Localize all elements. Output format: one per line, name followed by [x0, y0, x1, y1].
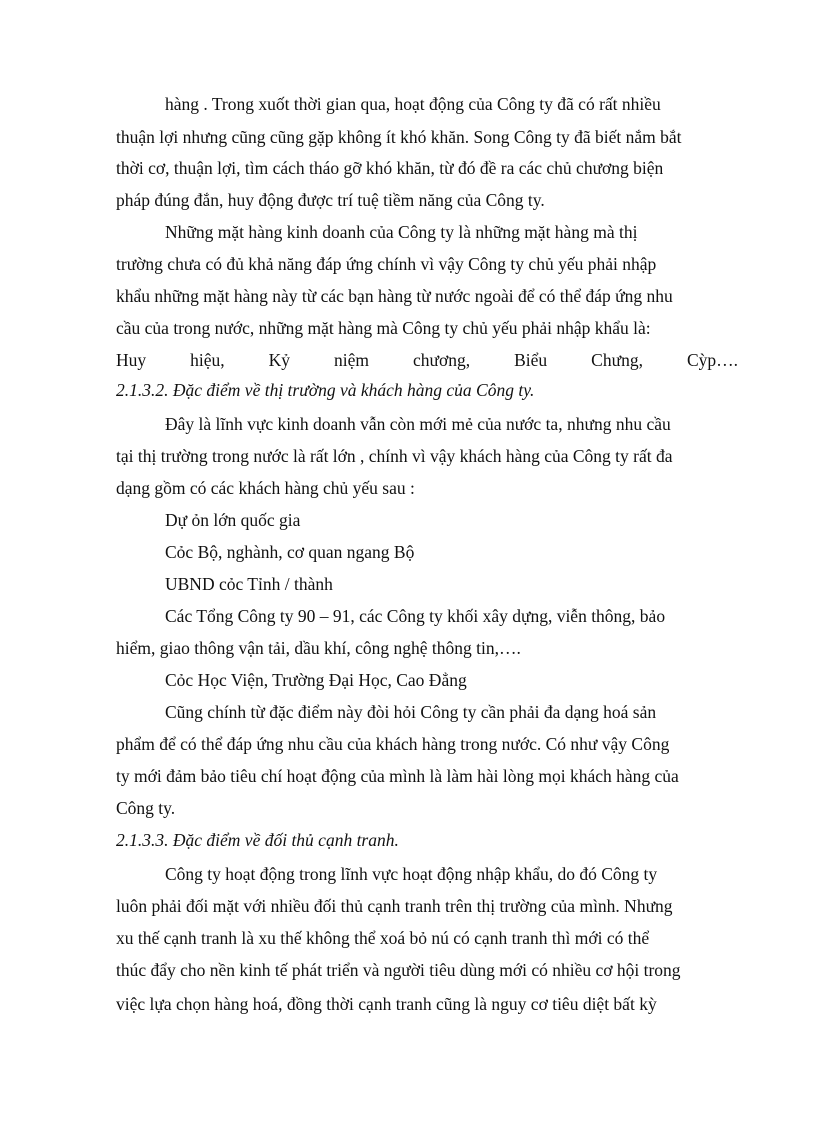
body-text-line: trường chưa có đủ khả năng đáp ứng chính vì vậy Công ty chủ yếu phải nhập — [116, 254, 657, 274]
body-text-line: Đây là lĩnh vực kinh doanh vẫn còn mới mẻ của nước ta, nhưng nhu cầu — [165, 414, 671, 434]
customer-item: Cỏc Bộ, nghành, cơ quan ngang Bộ — [165, 542, 415, 562]
body-text-line: Công ty. — [116, 798, 176, 818]
product-word: Kỷ — [268, 350, 291, 370]
customer-item: Các Tổng Công ty 90 – 91, các Công ty khối xây dựng, viễn thông, bảo — [165, 606, 666, 626]
product-word: Chưng, — [591, 350, 643, 370]
body-text-line: thời cơ, thuận lợi, tìm cách tháo gỡ khó khăn, từ đó đề ra các chủ chương biện — [116, 158, 664, 178]
customer-item: Dự ỏn lớn quốc gia — [165, 510, 301, 530]
body-text-line: Cũng chính từ đặc điểm này đòi hỏi Công ty cần phải đa dạng hoá sản — [165, 702, 657, 722]
text-span: hàng . Trong xuốt thời gian qua, hoạt động của Công ty đã có rất nhiều — [165, 94, 661, 114]
product-word: Huy — [116, 350, 147, 370]
section-heading: 2.1.3.2. Đặc điểm về thị trường và khách hàng của Công ty. — [116, 380, 535, 400]
body-text-line: ty mới đảm bảo tiêu chí hoạt động của mình là làm hài lòng mọi khách hàng của — [116, 766, 679, 786]
customer-item: Cỏc Học Viện, Trường Đại Học, Cao Đẳng — [165, 670, 467, 690]
body-text-line: dạng gồm có các khách hàng chủ yếu sau : — [116, 478, 415, 498]
body-text-line — [165, 92, 738, 116]
product-word: Biểu — [514, 350, 548, 370]
body-text-line: Công ty hoạt động trong lĩnh vực hoạt động nhập khẩu, do đó Công ty — [165, 864, 658, 884]
product-list-line — [116, 348, 738, 372]
product-word: niệm — [334, 350, 369, 370]
body-text-line: phẩm để có thể đáp ứng nhu cầu của khách hàng trong nước. Có như vậy Công — [116, 734, 670, 754]
customer-item: UBND cỏc Tỉnh / thành — [165, 574, 333, 594]
body-text-line: việc lựa chọn hàng hoá, đồng thời cạnh tranh cũng là nguy cơ tiêu diệt bất kỳ — [116, 994, 657, 1014]
body-text-line: Những mặt hàng kinh doanh của Công ty là những mặt hàng mà thị — [165, 222, 638, 242]
body-text-line: cầu của trong nước, những mặt hàng mà Công ty chủ yếu phải nhập khẩu là: — [116, 318, 651, 338]
body-text-line: xu thế cạnh tranh là xu thế không thể xoá bỏ nú có cạnh tranh thì mới có thể — [116, 928, 650, 948]
body-text-line: thúc đẩy cho nền kinh tế phát triển và người tiêu dùng mới có nhiều cơ hội trong — [116, 960, 681, 980]
customer-item-continued: hiểm, giao thông vận tải, dầu khí, công nghệ thông tin,…. — [116, 638, 521, 658]
body-text-line: tại thị trường trong nước là rất lớn , chính vì vậy khách hàng của Công ty rất đa — [116, 446, 673, 466]
body-text-line: thuận lợi nhưng cũng cũng gặp không ít khó khăn. Song Công ty đã biết nắm bắt — [116, 127, 682, 147]
body-text-line: luôn phải đối mặt với nhiều đối thủ cạnh tranh trên thị trường của mình. Nhưng — [116, 896, 673, 916]
body-text-line: khẩu những mặt hàng này từ các bạn hàng từ nước ngoài để có thể đáp ứng nhu — [116, 286, 673, 306]
section-heading: 2.1.3.3. Đặc điểm về đối thủ cạnh tranh. — [116, 830, 399, 850]
body-text-line: pháp đúng đắn, huy động được trí tuệ tiềm năng của Công ty. — [116, 190, 545, 210]
product-word: Cỳp…. — [686, 350, 738, 370]
product-word: hiệu, — [190, 350, 225, 370]
product-word: chương, — [412, 350, 471, 370]
